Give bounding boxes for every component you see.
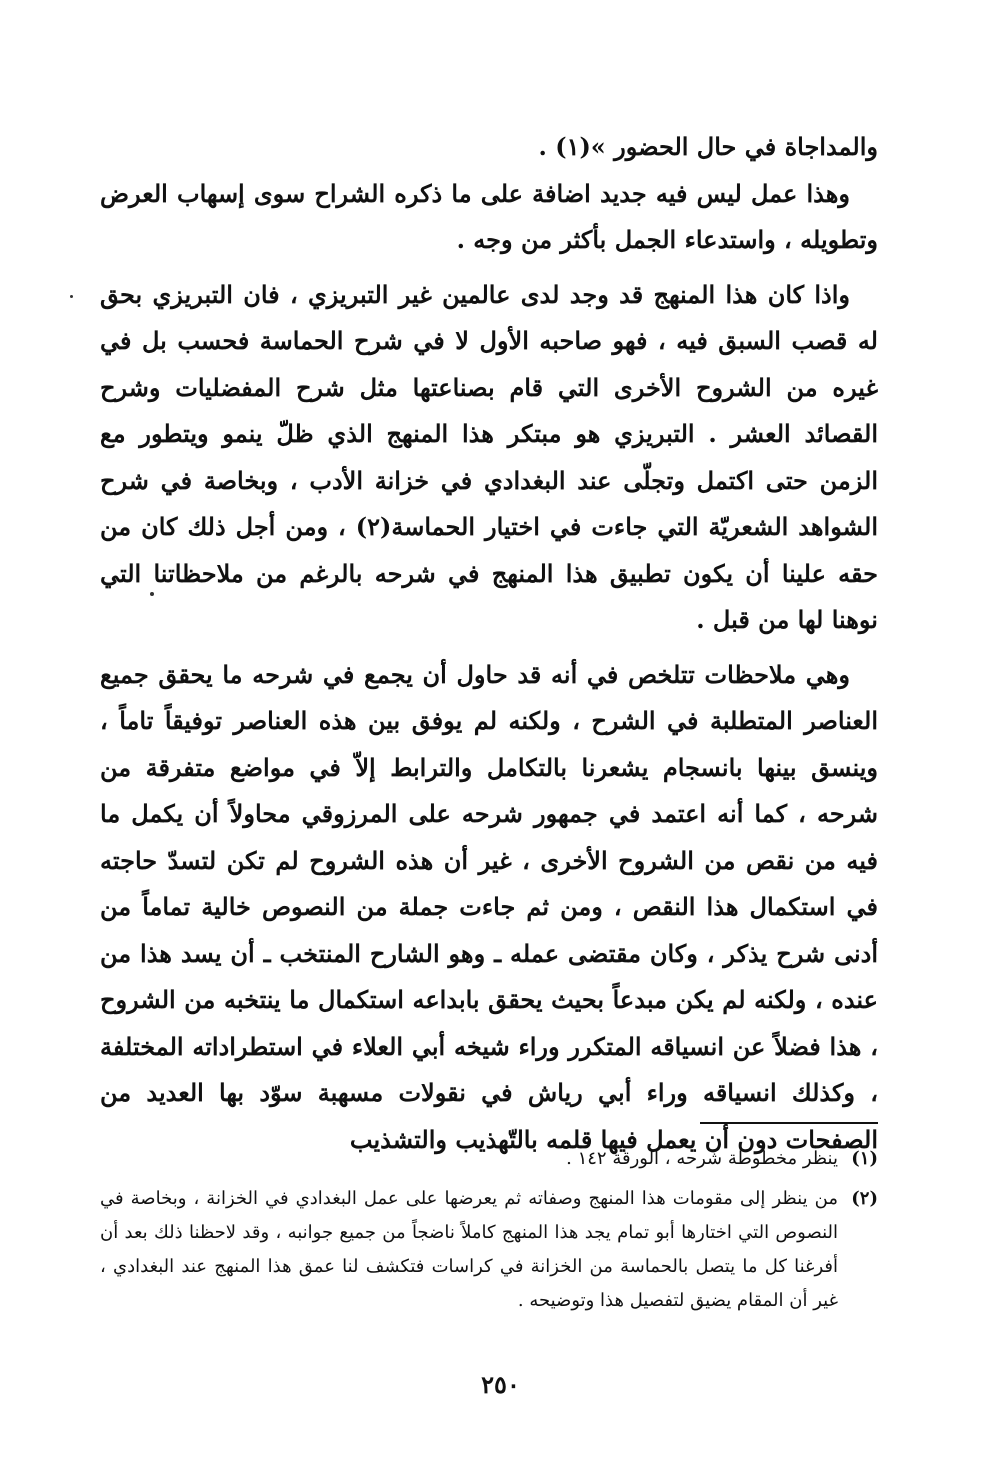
footnote-number: (٢) [851,1188,878,1209]
body-text [100,124,878,1163]
paragraph-observations: وهي ملاحظات تتلخص في أنه قد حاول أن يجمع في شرحه ما يحقق جميع العناصر المتطلبة في الشرح ، ولكنه لم يوفق بين هذه العناصر توفيقاً تاماً ، وينسق بينها بانسجام يشعرنا بالتكامل والترابط إلاّ في مواضع متفرقة من شرحه ، كما أنه اعتمد في جمهور شرحه على المرزوقي محاولاً أن يكمل ما فيه من نقص من الشروح الأخرى ، غير أن هذه الشروح لم تكن لتسدّ حاجته في استكمال هذا النقص ، ومن ثم جاءت جملة من النصوص خالية تماماً من أدنى شرح يذكر ، وكان مقتضى عمله ـ وهو الشارح المنتخب ـ أن يسد هذا من عنده ، ولكنه لم يكن مبدعاً بحيث يحقق بابداعه استكمال ما ينتخبه من الشروح ، هذا فضلاً عن انسياقه المتكرر وراء شيخه أبي العلاء في استطراداته المختلفة ، وكذلك انسياقه وراء أبي رياش في نقولات مسهبة سوّد بها العديد من الصفحات دون أن يعمل فيها قلمه بالتّهذيب والتشذيب [100,659,879,1154]
page-number: ٢٥٠ [481,1370,520,1399]
footnote-separator [700,1122,878,1124]
footnote-1 [100,1142,878,1176]
footnote-2 [100,1182,878,1318]
footnote-text: ينظر مخطوطة شرحه ، الورقة ١٤٢ . [566,1148,838,1169]
paragraph-quote-end: والمداجاة في حال الحضور »(١) . [538,132,878,161]
footnote-text: من ينظر إلى مقومات هذا المنهج وصفاته ثم يعرضها على عمل البغدادي في الخزانة ، وبخاصة في النصوص التي اختارها أبو تمام يجد هذا المنهج كاملاً ناضجاً من جميع جوانبه ، وقد لاحظنا ذلك بعد أن أفرغنا كل ما يتصل بالحماسة من الخزانة في كراسات فتكشف لنا عمق هذا المنهج عند البغدادي ، غير أن المقام يضيق لتفصيل هذا وتوضيحه . [100,1188,838,1311]
paragraph-critique: وهذا عمل ليس فيه جديد اضافة على ما ذكره الشراح سوى إسهاب العرض وتطويله ، واستدعاء الجمل بأكثر من وجه . [100,178,878,254]
footnotes [100,1142,878,1318]
footnote-number: (١) [851,1148,878,1169]
stray-dot [70,295,73,298]
paragraph-tabrizi-method: واذا كان هذا المنهج قد وجد لدى عالمين غير التبريزي ، فان التبريزي بحق له قصب السبق فيه ، فهو صاحبه الأول لا في شرح الحماسة فحسب بل في غيره من الشروح الأخرى التي قام بصناعتها مثل شرح المفضليات وشرح القصائد العشر . التبريزي هو مبتكر هذا المنهج الذي ظلّ ينمو ويتطور مع الزمن حتى اكتمل وتجلّى عند البغدادي في خزانة الأدب ، وبخاصة في شرح الشواهد الشعريّة التي جاءت في اختيار الحماسة(٢) ، ومن أجل ذلك كان من حقه علينا أن يكون تطبيق هذا المنهج في شرحه بالرغم من ملاحظاتنا التي نوهنا لها من قبل . [100,279,879,634]
stray-dot [150,592,154,596]
